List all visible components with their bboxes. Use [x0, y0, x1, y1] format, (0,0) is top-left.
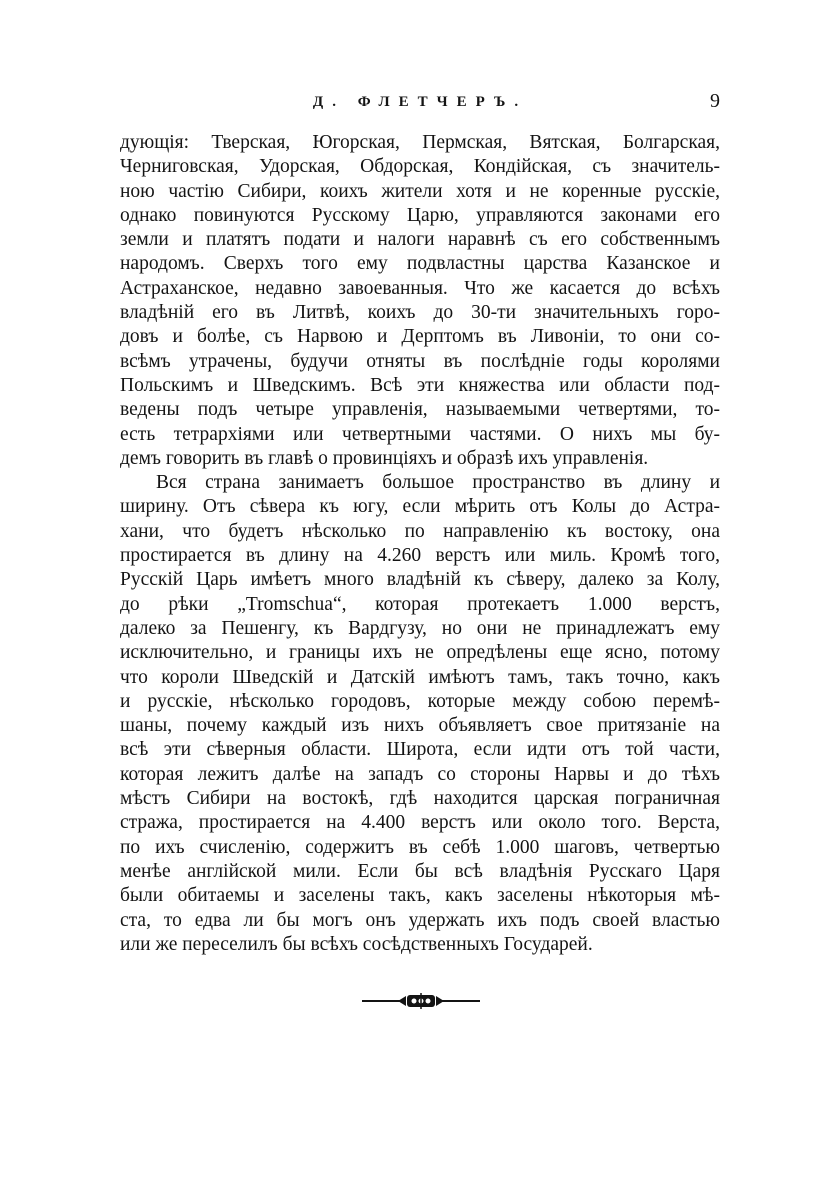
text-line: демъ говорить въ главѣ о провинціяхъ и образѣ ихъ управленія.	[120, 447, 649, 469]
text-line: всѣ эти сѣверныя области. Широта, если идти отъ той части,	[120, 739, 720, 761]
text-line: менѣе англійской мили. Если бы всѣ владѣнія Русскаго Царя	[120, 860, 720, 882]
text-line: далеко за Пешенгу, къ Вардгузу, но они не принадлежатъ ему	[120, 617, 720, 639]
text-line: дующія: Тверская, Югорская, Пермская, Вятская, Болгарская,	[120, 132, 720, 153]
page-header	[120, 90, 720, 120]
running-head: Д. ФЛЕТЧЕРЪ.	[312, 94, 528, 110]
text-line: стража, простирается на 4.400 верстъ или около того. Верста,	[120, 812, 720, 834]
body-text	[120, 131, 720, 957]
text-line: Черниговская, Удорская, Обдорская, Кондійская, съ значитель-	[120, 156, 720, 178]
text-line: ширину. Отъ сѣвера къ югу, если мѣрить отъ Колы до Астра-	[120, 496, 720, 518]
text-line: Русскій Царь имѣетъ много владѣній къ сѣверу, далеко за Колу,	[120, 569, 720, 591]
text-line: земли и платятъ подати и налоги наравнѣ съ его собственнымъ	[120, 229, 720, 251]
text-line: по ихъ счисленію, содержитъ въ себѣ 1.000 шаговъ, четвертью	[120, 836, 720, 858]
page-number: 9	[710, 90, 720, 112]
text-line: мѣстъ Сибири на востокѣ, гдѣ находится царская пограничная	[120, 788, 720, 810]
text-line: хани, что будетъ нѣсколько по направленію къ востоку, она	[120, 520, 720, 542]
tailpiece-ornament-icon	[360, 990, 482, 1012]
text-line: ною частію Сибири, коихъ жители хотя и не коренные русскіе,	[120, 180, 720, 202]
text-line: исключительно, и границы ихъ не опредѣлены еще ясно, потому	[120, 642, 720, 664]
text-line: довъ и болѣе, съ Нарвою и Дерптомъ въ Ливоніи, то они со-	[120, 326, 720, 348]
text-line: Польскимъ и Шведскимъ. Всѣ эти княжества или области под-	[120, 374, 720, 396]
text-line: что короли Шведскій и Датскій имѣютъ тамъ, такъ точно, какъ	[120, 666, 720, 688]
text-line: были обитаемы и заселены такъ, какъ заселены нѣкоторыя мѣ-	[120, 885, 720, 907]
paragraph-start-line: Вся страна занимаетъ большое пространство въ длину и	[156, 472, 720, 494]
text-line: всѣмъ утрачены, будучи отняты въ послѣдніе годы королями	[120, 350, 720, 372]
text-line: есть тетрархіями или четвертными частями. О нихъ мы бу-	[120, 423, 720, 445]
text-line: ста, то едва ли бы могъ онъ удержать ихъ подъ своей властью	[120, 909, 720, 931]
text-line: ведены подъ четыре управленія, называемыми четвертями, то-	[120, 399, 720, 421]
text-line: и русскіе, нѣсколько городовъ, которые между собою перемѣ-	[120, 690, 720, 712]
text-line: однако повинуются Русскому Царю, управляются законами его	[120, 204, 720, 226]
text-line: народомъ. Сверхъ того ему подвластны царства Казанское и	[120, 253, 720, 275]
text-line: владѣній его въ Литвѣ, коихъ до 30-ти значительныхъ горо-	[120, 302, 720, 324]
text-line: Астраханское, недавно завоеванныя. Что же касается до всѣхъ	[120, 277, 720, 299]
text-line: шаны, почему каждый изъ нихъ объявляетъ свое притязаніе на	[120, 715, 720, 737]
text-line: или же переселилъ бы всѣхъ сосѣдственныхъ Государей.	[120, 933, 593, 955]
text-line: которая лежитъ далѣе на западъ со стороны Нарвы и до тѣхъ	[120, 763, 720, 785]
text-line: простирается въ длину на 4.260 верстъ или миль. Кромѣ того,	[120, 545, 720, 567]
text-line: до рѣки „Tromschua“, которая протекаетъ 1.000 верстъ,	[120, 593, 720, 615]
